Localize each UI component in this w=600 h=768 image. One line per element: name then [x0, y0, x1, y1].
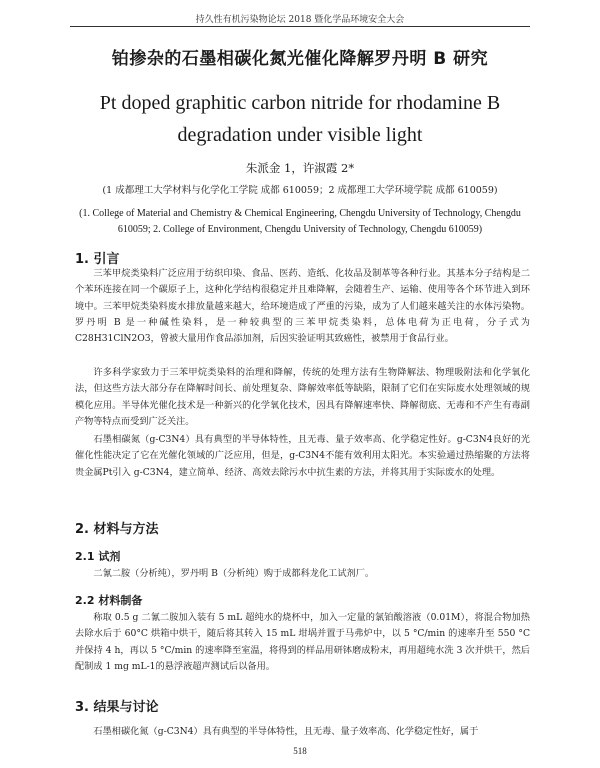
preparation-paragraph: 称取 0.5 g 二氰二胺加入装有 5 mL 超纯水的烧杯中，加入一定量的氯铂酸溶液（0.01M），将混合物加热去除水后于 60°C 烘箱中烘干，随后将其转入 15 mL 坩埚并置于马弗炉中，以 5 °C/min 的速率升至 550 °C 并保持 4 h，再以 5 °C/min 的速率降至室温，将得到的样品用研钵磨成粉末，再用超纯水洗 3 次并烘干，然后配制成 1 mg mL-1的悬浮液超声测试后以备用。 — [75, 612, 530, 672]
intro-paragraph-1: 三苯甲烷类染料广泛应用于纺织印染、食品、医药、造纸、化妆品及制革等各种行业。其基本分子结构是二个苯环连接在同一个碳原子上，这种化学结构很稳定并且难降解，会随着生产、运输、使用等各个环节进入到环境中。三苯甲烷类染料废水排放量越来越大，给环境造成了严重的污染，成为了人们越来越关注的水体污染物。罗丹明 B 是一种碱性染料，是一种较典型的三苯甲烷类染料，总体电荷为正电荷，分子式为 C28H31ClN2O3，曾被大量用作食品添加剂，后因实验证明其致癌性，被禁用于食品行业。 — [75, 268, 530, 345]
reagents-paragraph: 二氰二胺（分析纯），罗丹明 B（分析纯）购于成都科龙化工试剂厂。 — [93, 568, 375, 579]
results-paragraph-1: 石墨相碳化氮（g-C3N4）具有典型的半导体特性，且无毒、量子效率高、化学稳定性好，属于 — [93, 726, 479, 737]
intro-paragraph-2: 许多科学家致力于三苯甲烷类染料的治理和降解，传统的处理方法有生物降解法、物理吸附法和化学氧化法，但这些方法大部分存在降解时间长、前处理复杂、降解效率低等缺陷，限制了它们在实际废水处理领域的规模化应用。半导体光催化技术是一种新兴的化学氧化技术，因具有降解速率快、降解彻底、无毒和不产生有毒副产物等特点而受到广泛关注。 — [75, 367, 530, 427]
subsection-heading-preparation: 2.2 材料制备 — [75, 594, 143, 607]
page-number: 518 — [293, 746, 307, 756]
title-english-line2: degradation under visible light — [177, 124, 423, 146]
title-english-line1: Pt doped graphitic carbon nitride for rhodamine B — [99, 92, 501, 114]
affiliation-english: (1. College of Material and Chemistry & Chemical Engineering, Chengdu University of Technology, Chengdu 610059; 2. College of Environment, Chengdu University of Technology, Chengdu 610059) — [79, 208, 521, 235]
intro-paragraph-3: 石墨相碳氮（g-C3N4）具有典型的半导体特性，且无毒、量子效率高、化学稳定性好。g-C3N4良好的光催化性能决定了它在光催化领域的广泛应用，但是，g-C3N4不能有效利用太阳光。本实验通过热缩聚的方法将贵金属Pt引入 g-C3N4，建立简单、经济、高效去除污水中抗生素的方法，并将其用于实际废水的处理。 — [75, 434, 530, 478]
section-heading-methods: 2. 材料与方法 — [75, 522, 159, 537]
running-header: 持久性有机污染物论坛 2018 暨化学品环境安全大会 — [195, 15, 405, 25]
affiliation-chinese: (1 成都理工大学材料与化学化工学院 成都 610059；2 成都理工大学环境学院 成都 610059) — [102, 185, 498, 196]
title-chinese: 铂掺杂的石墨相碳化氮光催化降解罗丹明 B 研究 — [111, 49, 489, 69]
section-heading-results: 3. 结果与讨论 — [75, 700, 159, 715]
header-rule — [70, 26, 530, 27]
section-heading-introduction: 1. 引言 — [75, 252, 120, 267]
authors: 朱派金 1，许淑霞 2* — [245, 161, 355, 175]
subsection-heading-reagents: 2.1 试剂 — [75, 550, 121, 563]
